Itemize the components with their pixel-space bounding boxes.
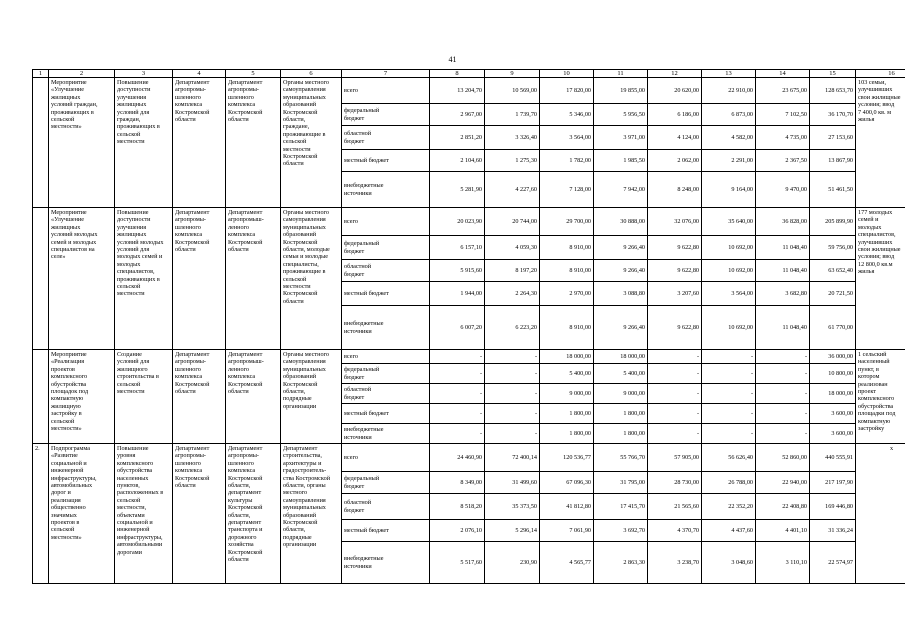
column-number-9: 9 — [485, 70, 540, 78]
column-number-5: 5 — [226, 70, 281, 78]
amount-cell: 8 518,20 — [430, 494, 485, 520]
amount-cell: 27 153,60 — [810, 126, 856, 150]
amount-cell: 1 800,00 — [594, 404, 648, 424]
amount-cell: 5 400,00 — [594, 364, 648, 384]
amount-cell: 30 888,00 — [594, 208, 648, 236]
amount-cell: 10 692,00 — [702, 236, 756, 260]
column-number-6: 6 — [281, 70, 342, 78]
purpose-cell: Повышение доступности улучшения жилищных условий молодых условий для молодых семей и молодых специалистов, проживающих в сельской местности — [115, 208, 173, 350]
responsible-dept-cell: Департамент агропромы- шленного комплекса Костромской области — [173, 78, 226, 208]
column-number-4: 4 — [173, 70, 226, 78]
funding-source-cell: внебюджетные источники — [342, 172, 430, 208]
funding-source-cell: всего — [342, 208, 430, 236]
activity-name-cell: Подпрограмма «Развитие социальной и инженерной инфраструктуры, автомобильных дорог и реализация общественно значимых проектов в сельской местности» — [49, 444, 115, 584]
amount-cell: 36 170,70 — [810, 104, 856, 126]
amount-cell: 1 782,00 — [540, 150, 594, 172]
amount-cell: 6 186,00 — [648, 104, 702, 126]
amount-cell: 7 128,00 — [540, 172, 594, 208]
amount-cell: 9 164,00 — [702, 172, 756, 208]
amount-cell: 31 336,24 — [810, 520, 856, 542]
responsible-dept-cell: Департамент агропромы- шленного комплекса Костромской области — [173, 350, 226, 444]
amount-cell: 3 600,00 — [810, 404, 856, 424]
amount-cell: 13 867,90 — [810, 150, 856, 172]
amount-cell: 9 266,40 — [594, 260, 648, 282]
column-number-10: 10 — [540, 70, 594, 78]
amount-cell: 24 460,90 — [430, 444, 485, 472]
amount-cell: 67 096,30 — [540, 472, 594, 494]
column-number-row — [33, 70, 905, 78]
amount-cell: 8 910,00 — [540, 236, 594, 260]
expected-result-cell: 1 сельский населенный пункт, в котором реализован проект комплексного обустройства площадки под компактную застройку — [856, 350, 905, 444]
funding-source-cell: федеральный бюджет — [342, 472, 430, 494]
amount-cell: 22 408,80 — [756, 494, 810, 520]
amount-cell: 1 985,50 — [594, 150, 648, 172]
funding-source-cell: областной бюджет — [342, 494, 430, 520]
funding-source-cell: местный бюджет — [342, 282, 430, 306]
amount-cell: 7 942,00 — [594, 172, 648, 208]
amount-cell: - — [485, 364, 540, 384]
amount-cell: 9 000,00 — [594, 384, 648, 404]
page-number: 41 — [448, 55, 457, 64]
amount-cell: 8 349,00 — [430, 472, 485, 494]
amount-cell: 26 788,00 — [702, 472, 756, 494]
funding-source-cell: внебюджетные источники — [342, 424, 430, 444]
amount-cell: - — [648, 364, 702, 384]
amount-cell: 18 000,00 — [810, 384, 856, 404]
participants-cell: Органы местного самоуправления муниципальных образований Костромской области, молодые семьи и молодые специалисты, проживающие в сельской местности Костромской области — [281, 208, 342, 350]
amount-cell: 10 800,00 — [810, 364, 856, 384]
amount-cell: 1 275,30 — [485, 150, 540, 172]
column-number-16: 16 — [856, 70, 905, 78]
amount-cell: 22 940,00 — [756, 472, 810, 494]
funding-source-cell: всего — [342, 444, 430, 472]
activity-name-cell: Мероприятие «Улучшение жилищных условий молодых семей и молодых специалистов на селе» — [49, 208, 115, 350]
column-number-12: 12 — [648, 70, 702, 78]
amount-cell: 20 721,50 — [810, 282, 856, 306]
amount-cell: 4 437,60 — [702, 520, 756, 542]
amount-cell: - — [485, 350, 540, 364]
amount-cell: - — [485, 384, 540, 404]
funding-source-cell: областной бюджет — [342, 126, 430, 150]
amount-cell: 6 007,20 — [430, 306, 485, 350]
amount-cell: 3 088,80 — [594, 282, 648, 306]
amount-cell: 17 820,00 — [540, 78, 594, 104]
amount-cell: - — [485, 404, 540, 424]
amount-cell: 32 076,00 — [648, 208, 702, 236]
amount-cell: 2 291,00 — [702, 150, 756, 172]
amount-cell: 55 766,70 — [594, 444, 648, 472]
amount-cell: 230,90 — [485, 542, 540, 584]
responsible-dept-cell: Департамент агропромы- шленного комплекса Костромской области — [173, 444, 226, 584]
amount-cell: - — [756, 404, 810, 424]
coexecutor-dept-cell: Департамент агропромыш- ленного комплекса Костромской области — [226, 208, 281, 350]
amount-cell: 18 000,00 — [540, 350, 594, 364]
column-number-15: 15 — [810, 70, 856, 78]
amount-cell: 3 326,40 — [485, 126, 540, 150]
expected-result-cell: 103 семьи, улучшивших свои жилищные условия; ввод 7 400,0 кв. м жилья — [856, 78, 905, 208]
amount-cell: 5 956,50 — [594, 104, 648, 126]
amount-cell: 9 000,00 — [540, 384, 594, 404]
amount-cell: 56 626,40 — [702, 444, 756, 472]
amount-cell: 2 076,10 — [430, 520, 485, 542]
amount-cell: 8 197,20 — [485, 260, 540, 282]
amount-cell: - — [648, 350, 702, 364]
amount-cell: 3 971,00 — [594, 126, 648, 150]
amount-cell: 4 124,00 — [648, 126, 702, 150]
activity-name-cell: Мероприятие «Улучшение жилищных условий граждан, проживающих в сельской местности» — [49, 78, 115, 208]
amount-cell: 31 499,60 — [485, 472, 540, 494]
funding-source-cell: местный бюджет — [342, 520, 430, 542]
amount-cell: 18 000,00 — [594, 350, 648, 364]
amount-cell: 22 574,97 — [810, 542, 856, 584]
amount-cell: 8 910,00 — [540, 306, 594, 350]
amount-cell: 8 910,00 — [540, 260, 594, 282]
amount-cell: - — [430, 364, 485, 384]
table-row — [33, 78, 905, 104]
amount-cell: 5 517,60 — [430, 542, 485, 584]
amount-cell: 9 266,40 — [594, 306, 648, 350]
amount-cell: 5 281,90 — [430, 172, 485, 208]
amount-cell: 128 653,70 — [810, 78, 856, 104]
amount-cell: 20 620,00 — [648, 78, 702, 104]
amount-cell: - — [702, 424, 756, 444]
amount-cell: 72 400,14 — [485, 444, 540, 472]
amount-cell: 11 048,40 — [756, 306, 810, 350]
amount-cell: - — [756, 424, 810, 444]
amount-cell: 6 223,20 — [485, 306, 540, 350]
coexecutor-dept-cell: Департамент агропромыш- ленного комплекса Костромской области — [226, 350, 281, 444]
funding-source-cell: внебюджетные источники — [342, 306, 430, 350]
funding-source-cell: федеральный бюджет — [342, 364, 430, 384]
funding-source-cell: областной бюджет — [342, 384, 430, 404]
amount-cell: - — [430, 424, 485, 444]
amount-cell: 28 730,00 — [648, 472, 702, 494]
amount-cell: 5 915,60 — [430, 260, 485, 282]
amount-cell: - — [430, 384, 485, 404]
purpose-cell: Создание условий для жилищного строительства в сельской местности — [115, 350, 173, 444]
amount-cell: 3 110,10 — [756, 542, 810, 584]
amount-cell: 9 266,40 — [594, 236, 648, 260]
amount-cell: - — [648, 404, 702, 424]
column-number-3: 3 — [115, 70, 173, 78]
amount-cell: - — [430, 350, 485, 364]
amount-cell: 5 400,00 — [540, 364, 594, 384]
amount-cell: 9 622,80 — [648, 306, 702, 350]
purpose-cell: Повышение уровня комплексного обустройства населенных пунктов, расположенных в сельской местности, объектами социальной и инженерной инфраструктуры, автомобильными дорогами — [115, 444, 173, 584]
table-row — [33, 350, 905, 364]
amount-cell: 57 905,00 — [648, 444, 702, 472]
funding-source-cell: федеральный бюджет — [342, 236, 430, 260]
amount-cell: 4 059,30 — [485, 236, 540, 260]
amount-cell: 1 739,70 — [485, 104, 540, 126]
amount-cell: 9 622,80 — [648, 236, 702, 260]
expected-result-cell: 177 молодых семей и молодых специалистов, улучшивших свои жилищные условия; ввод 12 800,0 кв.м жилья — [856, 208, 905, 350]
amount-cell: 4 735,00 — [756, 126, 810, 150]
amount-cell: 205 899,90 — [810, 208, 856, 236]
amount-cell: - — [485, 424, 540, 444]
amount-cell: 35 640,00 — [702, 208, 756, 236]
item-number-cell — [33, 208, 49, 350]
amount-cell: 29 700,00 — [540, 208, 594, 236]
coexecutor-dept-cell: Департамент агропромы- шленного комплекса Костромской области, департамент культуры Костромской области, департамент транспорта и дорожного хозяйства Костромской области — [226, 444, 281, 584]
amount-cell: 1 944,00 — [430, 282, 485, 306]
purpose-cell: Повышение доступности улучшения жилищных условий для граждан, проживающих в сельской местности — [115, 78, 173, 208]
amount-cell: 2 851,20 — [430, 126, 485, 150]
table-row — [33, 208, 905, 236]
amount-cell: 61 770,00 — [810, 306, 856, 350]
amount-cell: 20 023,90 — [430, 208, 485, 236]
column-number-13: 13 — [702, 70, 756, 78]
amount-cell: - — [702, 404, 756, 424]
funding-source-cell: внебюджетные источники — [342, 542, 430, 584]
column-number-8: 8 — [430, 70, 485, 78]
amount-cell: 7 061,90 — [540, 520, 594, 542]
amount-cell: 31 795,00 — [594, 472, 648, 494]
column-number-2: 2 — [49, 70, 115, 78]
funding-source-cell: всего — [342, 350, 430, 364]
table-row — [33, 444, 905, 472]
column-number-14: 14 — [756, 70, 810, 78]
participants-cell: Органы местного самоуправления муниципальных образований Костромской области, подрядные организации — [281, 350, 342, 444]
amount-cell: 22 352,20 — [702, 494, 756, 520]
amount-cell: 3 564,00 — [540, 126, 594, 150]
amount-cell: 11 048,40 — [756, 260, 810, 282]
amount-cell: - — [756, 364, 810, 384]
amount-cell: 2 104,60 — [430, 150, 485, 172]
amount-cell: 2 367,50 — [756, 150, 810, 172]
column-number-11: 11 — [594, 70, 648, 78]
funding-source-cell: местный бюджет — [342, 150, 430, 172]
amount-cell: - — [648, 424, 702, 444]
activity-name-cell: Мероприятие «Реализация проектов комплексного обустройства площадок под компактную жилищную застройку в сельской местности» — [49, 350, 115, 444]
amount-cell: 21 565,60 — [648, 494, 702, 520]
funding-source-cell: областной бюджет — [342, 260, 430, 282]
amount-cell: 8 248,00 — [648, 172, 702, 208]
amount-cell: - — [756, 384, 810, 404]
amount-cell: 10 692,00 — [702, 260, 756, 282]
column-number-7: 7 — [342, 70, 430, 78]
amount-cell: - — [702, 384, 756, 404]
amount-cell: 6 873,00 — [702, 104, 756, 126]
responsible-dept-cell: Департамент агропромы- шленного комплекса Костромской области — [173, 208, 226, 350]
amount-cell: 59 756,00 — [810, 236, 856, 260]
amount-cell: - — [702, 350, 756, 364]
funding-source-cell: местный бюджет — [342, 404, 430, 424]
amount-cell: 10 692,00 — [702, 306, 756, 350]
amount-cell: 2 062,00 — [648, 150, 702, 172]
amount-cell: 4 565,77 — [540, 542, 594, 584]
amount-cell: 120 536,77 — [540, 444, 594, 472]
amount-cell: 4 370,70 — [648, 520, 702, 542]
funding-source-cell: всего — [342, 78, 430, 104]
participants-cell: Органы местного самоуправления муниципальных образований Костромской области, граждане, проживающие в сельской местности Костромской области — [281, 78, 342, 208]
item-number-cell: 2. — [33, 444, 49, 584]
amount-cell: 5 346,00 — [540, 104, 594, 126]
funding-source-cell: федеральный бюджет — [342, 104, 430, 126]
amount-cell: 4 582,00 — [702, 126, 756, 150]
amount-cell: 9 470,00 — [756, 172, 810, 208]
amount-cell: - — [430, 404, 485, 424]
amount-cell: 36 000,00 — [810, 350, 856, 364]
amount-cell: 3 564,00 — [702, 282, 756, 306]
amount-cell: 3 238,70 — [648, 542, 702, 584]
amount-cell: 4 401,10 — [756, 520, 810, 542]
amount-cell: 169 446,80 — [810, 494, 856, 520]
amount-cell: 2 970,00 — [540, 282, 594, 306]
amount-cell: 13 204,70 — [430, 78, 485, 104]
expected-result-cell: x — [856, 444, 905, 584]
participants-cell: Департамент строительства, архитектуры и градостроитель- ства Костромской области, органы местного самоуправления муниципальных образований Костромской области, подрядные организации — [281, 444, 342, 584]
amount-cell: 440 555,91 — [810, 444, 856, 472]
amount-cell: 1 800,00 — [594, 424, 648, 444]
item-number-cell — [33, 78, 49, 208]
amount-cell: 10 569,00 — [485, 78, 540, 104]
amount-cell: 217 197,90 — [810, 472, 856, 494]
amount-cell: 3 600,00 — [810, 424, 856, 444]
table-body — [33, 70, 905, 584]
amount-cell: 3 682,80 — [756, 282, 810, 306]
amount-cell: 51 461,50 — [810, 172, 856, 208]
amount-cell: 22 910,00 — [702, 78, 756, 104]
amount-cell: 41 812,80 — [540, 494, 594, 520]
amount-cell: 1 800,00 — [540, 404, 594, 424]
amount-cell: 20 744,00 — [485, 208, 540, 236]
amount-cell: - — [648, 384, 702, 404]
amount-cell: 5 296,14 — [485, 520, 540, 542]
amount-cell: 3 048,60 — [702, 542, 756, 584]
amount-cell: 4 227,60 — [485, 172, 540, 208]
amount-cell: 63 652,40 — [810, 260, 856, 282]
amount-cell: 17 415,70 — [594, 494, 648, 520]
item-number-cell — [33, 350, 49, 444]
amount-cell: 2 863,30 — [594, 542, 648, 584]
coexecutor-dept-cell: Департамент агропромы- шленного комплекса Костромской области — [226, 78, 281, 208]
amount-cell: 3 207,60 — [648, 282, 702, 306]
amount-cell: 9 622,80 — [648, 260, 702, 282]
amount-cell: 1 800,00 — [540, 424, 594, 444]
amount-cell: - — [702, 364, 756, 384]
amount-cell: 19 855,00 — [594, 78, 648, 104]
amount-cell: 3 692,70 — [594, 520, 648, 542]
amount-cell: 36 828,00 — [756, 208, 810, 236]
amount-cell: - — [756, 350, 810, 364]
amount-cell: 52 860,00 — [756, 444, 810, 472]
amount-cell: 11 048,40 — [756, 236, 810, 260]
amount-cell: 7 102,50 — [756, 104, 810, 126]
program-table — [32, 69, 905, 584]
amount-cell: 23 675,00 — [756, 78, 810, 104]
amount-cell: 2 967,00 — [430, 104, 485, 126]
amount-cell: 2 264,30 — [485, 282, 540, 306]
column-number-1: 1 — [33, 70, 49, 78]
amount-cell: 6 157,10 — [430, 236, 485, 260]
amount-cell: 35 373,50 — [485, 494, 540, 520]
